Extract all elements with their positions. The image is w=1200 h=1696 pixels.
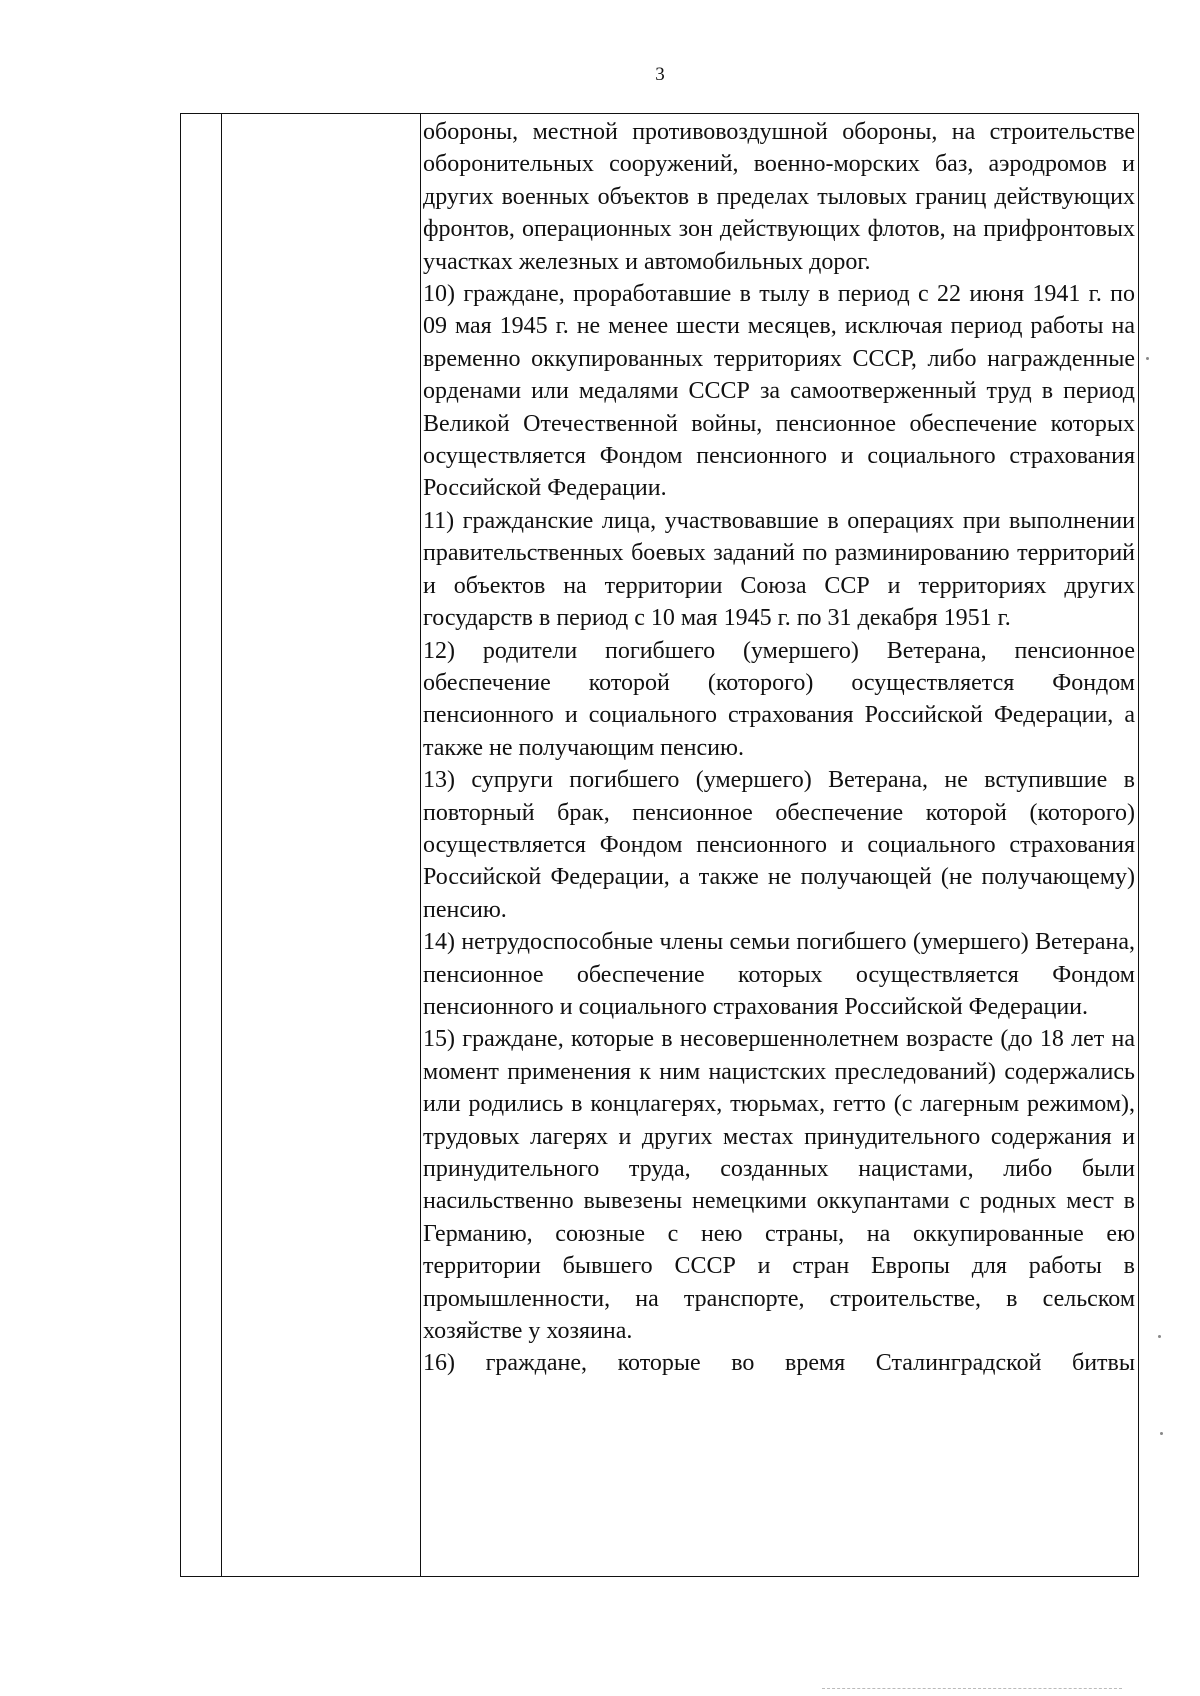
table-cell-category: [222, 114, 421, 1577]
table-row: [181, 114, 1139, 1577]
scan-edge-line: [822, 1688, 1122, 1689]
paragraph-continuation: обороны, местной противовоздушной обороны, на строительстве оборонительных сооружений, военно-морских баз, аэродромов и других военных объектов в пределах тыловых границ действующих фронтов, операционных зон действующих флотов, на прифронтовых участках железных и автомобильных дорог.: [423, 119, 1135, 275]
content-text: [421, 114, 1138, 1380]
paragraph-item-11: 11) гражданские лица, участвовавшие в операциях при выполнении правительственных боевых заданий по разминированию территорий и объектов на территории Союза ССР и территориях других государств в период с 10 мая 1945 г. по 31 декабря 1951 г.: [423, 507, 1135, 632]
paragraph-item-13: 13) супруги погибшего (умершего) Ветерана, не вступившие в повторный брак, пенсионное обеспечение которой (которого) осуществляется Фондом пенсионного и социального страхования Российской Федерации, а также не получающей (не получающему) пенсию.: [423, 767, 1135, 923]
paragraph-item-10: 10) граждане, проработавшие в тылу в период с 22 июня 1941 г. по 09 мая 1945 г. не менее шести месяцев, исключая период работы на временно оккупированных территориях СССР, либо награжденные орденами или медалями СССР за самоотверженный труд в период Великой Отечественной войны, пенсионное обеспечение которых осуществляется Фондом пенсионного и социального страхования Российской Федерации.: [423, 281, 1135, 502]
page-number: 3: [655, 64, 665, 85]
table-cell-content: [421, 114, 1139, 1577]
document-table: [180, 113, 1139, 1577]
scan-artifact: [1158, 1335, 1161, 1338]
table-cell-number: [181, 114, 222, 1577]
paragraph-item-14: 14) нетрудоспособные члены семьи погибшего (умершего) Ветерана, пенсионное обеспечение которых осуществляется Фондом пенсионного и социального страхования Российской Федерации.: [423, 929, 1135, 1020]
scan-artifact: [1160, 1432, 1163, 1435]
scan-artifact: [1146, 357, 1149, 360]
paragraph-item-16: 16) граждане, которые во время Сталинградской битвы: [423, 1350, 1135, 1377]
paragraph-item-12: 12) родители погибшего (умершего) Ветерана, пенсионное обеспечение которой (которого) осуществляется Фондом пенсионного и социального страхования Российской Федерации, а также не получающим пенсию.: [423, 637, 1135, 761]
paragraph-item-15: 15) граждане, которые в несовершеннолетнем возрасте (до 18 лет на момент применения к ним нацистских преследований) содержались или родились в концлагерях, тюрьмах, гетто (с лагерным режимом), трудовых лагерях и других местах принудительного содержания и принудительного труда, созданных нацистами, либо были насильственно вывезены немецкими оккупантами с родных мест в Германию, союзные с нею страны, на оккупированные ею территории бывшего СССР и стран Европы для работы в промышленности, на транспорте, строительстве, в сельском хозяйстве у хозяина.: [423, 1026, 1135, 1345]
